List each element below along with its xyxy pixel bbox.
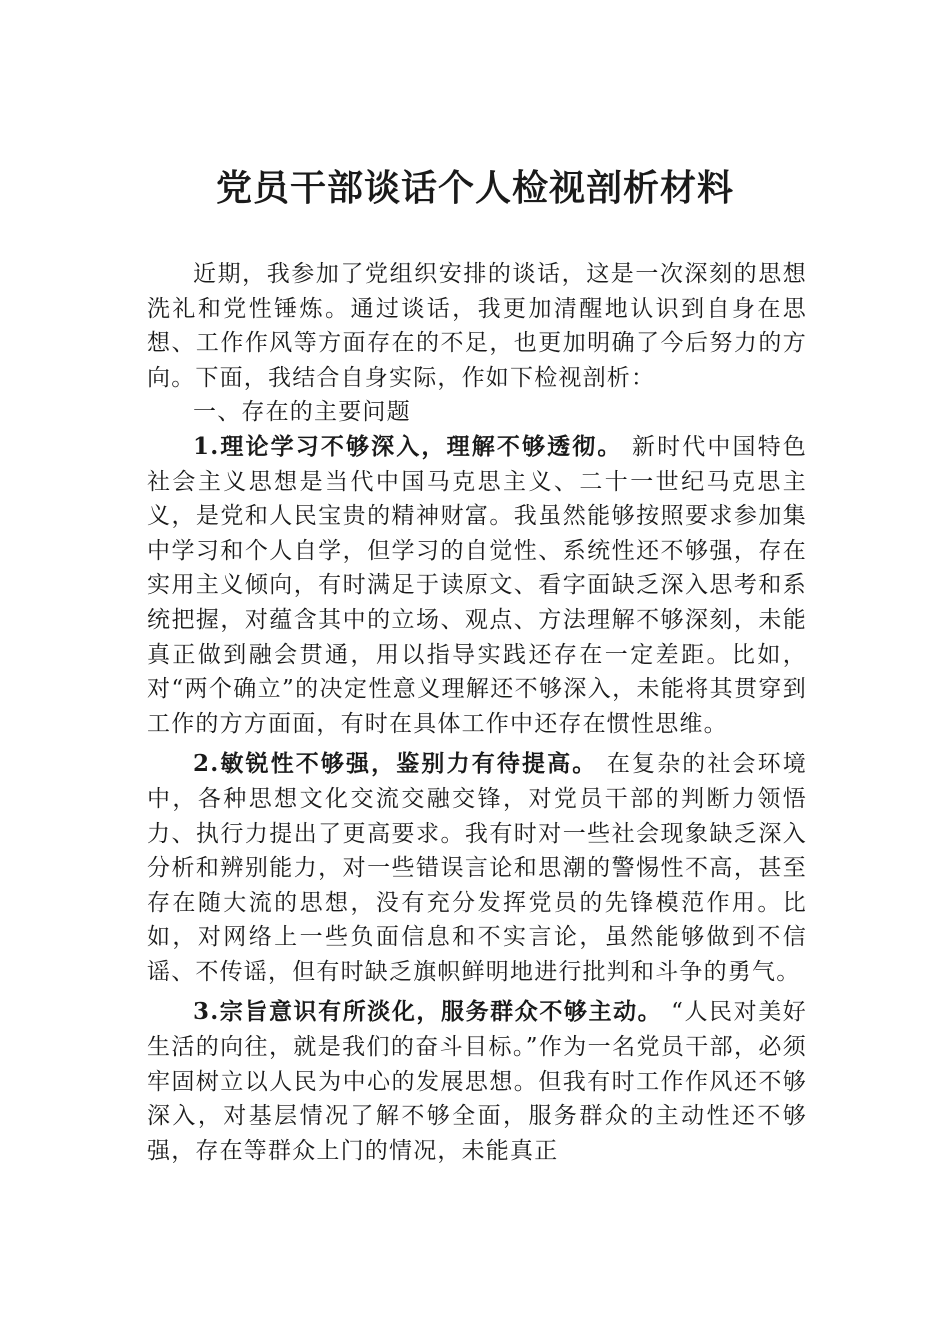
problem-item-2-lead: 2.敏锐性不够强，鉴别力有待提高。	[193, 750, 598, 778]
problem-item-1-lead: 1.理论学习不够深入，理解不够透彻。	[193, 432, 623, 460]
intro-paragraph: 近期，我参加了党组织安排的谈话，这是一次深刻的思想洗礼和党性锤炼。通过谈话，我更加清醒地认识到自身在思想、工作作风等方面存在的不足，也更加明确了今后努力的方向。下面，我结合自身实际，作如下检视剖析：	[147, 261, 807, 391]
problem-item-1-text: 新时代中国特色社会主义思想是当代中国马克思主义、二十一世纪马克思主义，是党和人民宝贵的精神财富。我虽然能够按照要求参加集中学习和个人自学，但学习的自觉性、系统性还不够强，存在实用主义倾向，有时满足于读原文、看字面缺乏深入思考和系统把握，对蕴含其中的立场、观点、方法理解不够深刻，未能真正做到融会贯通，用以指导实践还存在一定差距。比如，对“两个确立”的决定性意义理解还不够深入，未能将其贯穿到工作的方方面面，有时在具体工作中还存在惯性思维。	[147, 433, 807, 737]
problem-item-2	[147, 747, 807, 989]
problem-item-2-text: 在复杂的社会环境中，各种思想文化交流交融交锋，对党员干部的判断力领悟力、执行力提出了更高要求。我有时对一些社会现象缺乏深入分析和辨别能力，对一些错误言论和思潮的警惕性不高，甚至存在随大流的思想，没有充分发挥党员的先锋模范作用。比如，对网络上一些负面信息和不实言论，虽然能够做到不信谣、不传谣，但有时缺乏旗帜鲜明地进行批判和斗争的勇气。	[147, 751, 807, 985]
problem-item-3-text: “人民对美好生活的向往，就是我们的奋斗目标。”作为一名党员干部，必须牢固树立以人民为中心的发展思想。但我有时工作作风还不够深入，对基层情况了解不够全面，服务群众的主动性还不够强，存在等群众上门的情况，未能真正	[147, 999, 807, 1164]
document-title: 党员干部谈话个人检视剖析材料	[215, 167, 734, 209]
problem-item-1	[147, 430, 807, 741]
document-body	[147, 257, 807, 1168]
section-heading: 一、存在的主要问题	[193, 399, 411, 426]
problem-item-3-lead: 3.宗旨意识有所淡化，服务群众不够主动。	[193, 998, 663, 1026]
problem-item-3	[147, 995, 807, 1168]
